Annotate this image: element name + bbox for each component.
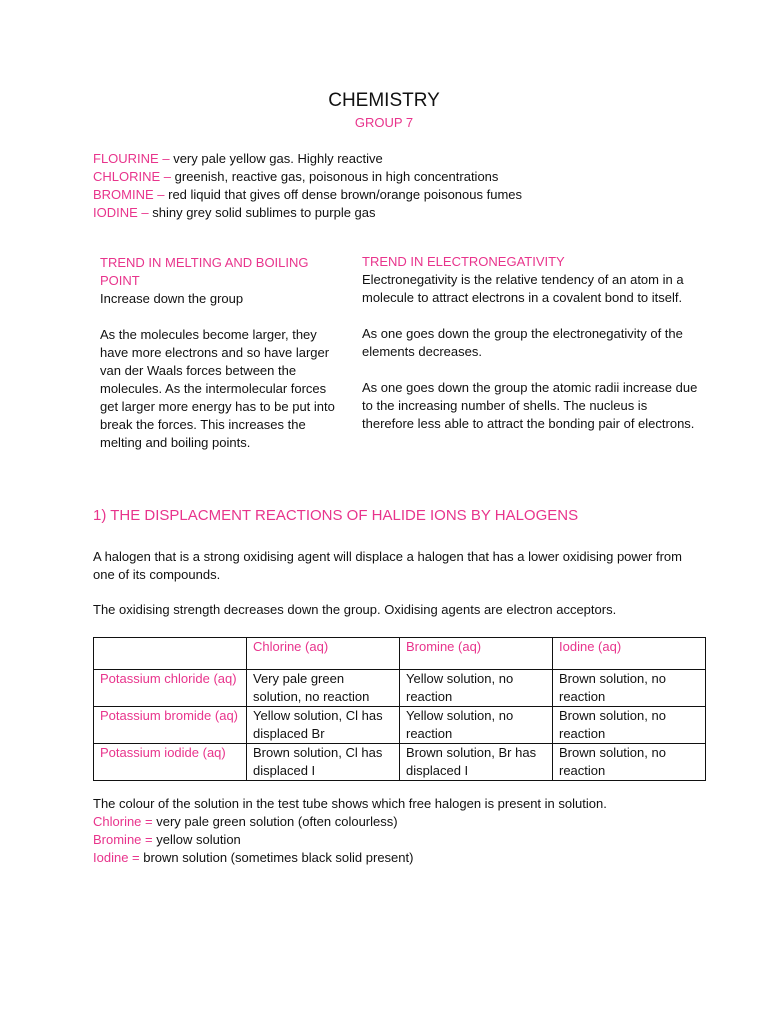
electronegativity-heading: TREND IN ELECTRONEGATIVITY — [362, 254, 565, 269]
electronegativity-trend: As one goes down the group the electronegativity of the elements decreases. — [362, 326, 683, 359]
table-row-label: Potassium chloride (aq) — [94, 670, 247, 707]
halogen-item-chlorine — [93, 168, 713, 186]
colour-description: very pale green solution (often colourless) — [152, 814, 398, 829]
table-row — [94, 744, 706, 781]
electronegativity-definition: Electronegativity is the relative tendency of an atom in a molecule to attract electrons in a covalent bond to itself. — [362, 272, 684, 305]
colour-item-chlorine — [93, 813, 713, 831]
page-subtitle: GROUP 7 — [354, 115, 414, 130]
table-cell: Yellow solution, no reaction — [400, 670, 553, 707]
colours-intro: The colour of the solution in the test tube shows which free halogen is present in solution. — [93, 796, 607, 811]
halogen-name: BROMINE – — [93, 187, 165, 202]
table-cell: Yellow solution, no reaction — [400, 707, 553, 744]
colour-halogen-name: Bromine = — [93, 832, 153, 847]
table-header-row — [94, 638, 706, 670]
halogen-item-iodine — [93, 204, 713, 222]
colour-description: brown solution (sometimes black solid present) — [139, 850, 414, 865]
melting-boiling-heading: TREND IN MELTING AND BOILING POINT — [100, 255, 309, 288]
halogen-name: CHLORINE – — [93, 169, 172, 184]
halogen-list — [93, 150, 713, 222]
colour-item-iodine — [93, 849, 713, 867]
halogen-name: FLOURINE – — [93, 151, 170, 166]
table-cell: Very pale green solution, no reaction — [247, 670, 400, 707]
table-row — [94, 707, 706, 744]
table-cell: Brown solution, Cl has displaced I — [247, 744, 400, 781]
halogen-name: IODINE – — [93, 205, 149, 220]
halogen-item-bromine — [93, 186, 713, 204]
melting-boiling-explanation: As the molecules become larger, they have more electrons and so have larger van der Waals forces between the molecules. As the intermolecular forces get larger more energy has to be put into break the forces. This increases the melting and boiling points. — [100, 327, 335, 450]
melting-boiling-summary: Increase down the group — [100, 291, 244, 306]
halogen-item-fluorine — [93, 150, 713, 168]
colour-halogen-name: Iodine = — [93, 850, 140, 865]
colour-item-bromine — [93, 831, 713, 849]
halogen-colours-section — [93, 795, 713, 867]
halogen-description: red liquid that gives off dense brown/orange poisonous fumes — [164, 187, 523, 202]
table-header-cell: Bromine (aq) — [400, 638, 553, 670]
table-header-cell: Iodine (aq) — [553, 638, 706, 670]
electronegativity-explanation: As one goes down the group the atomic radii increase due to the increasing number of shells. The nucleus is therefore less able to attract the bonding pair of electrons. — [362, 380, 698, 431]
displacement-paragraph-1: A halogen that is a strong oxidising agent will displace a halogen that has a lower oxidising power from one of its compounds. — [93, 549, 682, 582]
halogen-description: shiny grey solid sublimes to purple gas — [148, 205, 376, 220]
table-cell: Yellow solution, Cl has displaced Br — [247, 707, 400, 744]
halogen-description: greenish, reactive gas, poisonous in high concentrations — [171, 169, 499, 184]
table-cell: Brown solution, Br has displaced I — [400, 744, 553, 781]
melting-boiling-section — [100, 254, 345, 452]
page-title: CHEMISTRY — [328, 90, 440, 111]
displacement-paragraph-2: The oxidising strength decreases down the group. Oxidising agents are electron acceptors. — [93, 602, 617, 617]
displacement-table — [93, 637, 706, 781]
table-row-label: Potassium bromide (aq) — [94, 707, 247, 744]
table-cell: Brown solution, no reaction — [553, 707, 706, 744]
colour-description: yellow solution — [152, 832, 241, 847]
table-cell: Brown solution, no reaction — [553, 744, 706, 781]
halogen-description: very pale yellow gas. Highly reactive — [169, 151, 383, 166]
colour-halogen-name: Chlorine = — [93, 814, 153, 829]
table-row-label: Potassium iodide (aq) — [94, 744, 247, 781]
table-row — [94, 670, 706, 707]
electronegativity-section — [362, 253, 702, 433]
table-cell: Brown solution, no reaction — [553, 670, 706, 707]
displacement-heading: 1) THE DISPLACMENT REACTIONS OF HALIDE IONS BY HALOGENS — [93, 507, 579, 524]
table-header-cell: Chlorine (aq) — [247, 638, 400, 670]
table-header-cell — [94, 638, 247, 670]
